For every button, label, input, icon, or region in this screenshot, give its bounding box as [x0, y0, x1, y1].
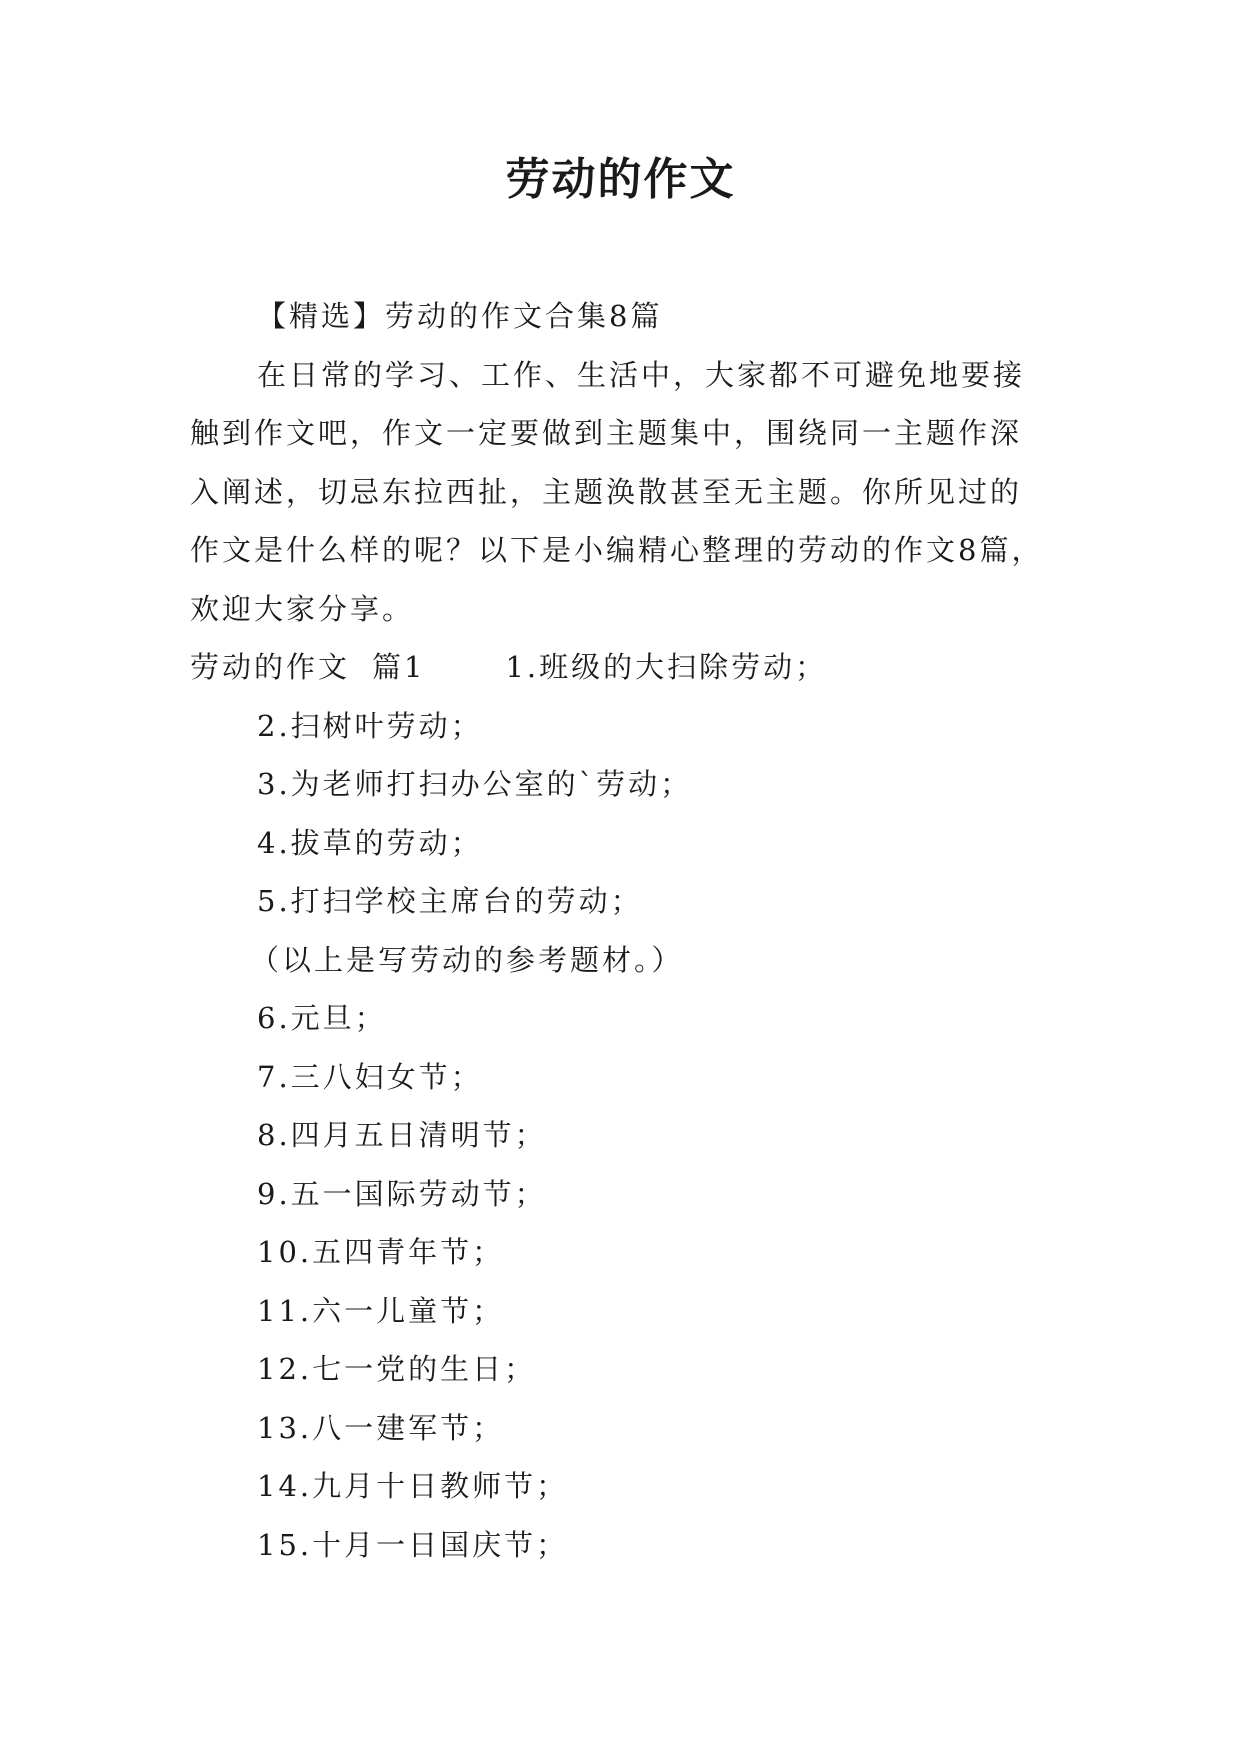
section-heading: 劳动的作文	[190, 650, 351, 684]
section-number: 篇1	[372, 650, 426, 684]
list-item: 6.元旦；	[257, 1001, 387, 1035]
list-item: 7.三八妇女节；	[257, 1059, 483, 1094]
section-heading-line	[190, 638, 1060, 697]
document-subtitle: 【精选】劳动的作文合集8篇	[257, 299, 663, 333]
list-note: （以上是写劳动的参考题材。）	[250, 942, 684, 977]
list-item: 2.扫树叶劳动；	[257, 708, 483, 743]
list-item: 5.打扫学校主席台的劳动；	[257, 884, 643, 918]
list-item: 11.六一儿童节；	[257, 1293, 505, 1328]
list-item: 12.七一党的生日；	[257, 1352, 537, 1386]
document-body	[190, 287, 1060, 1574]
intro-line: 触到作文吧，作文一定要做到主题集中，围绕同一主题作深	[190, 416, 1023, 450]
list-item: 1.班级的大扫除劳动；	[505, 650, 828, 684]
intro-line: 在日常的学习、工作、生活中，大家都不可避免地要接	[257, 357, 1026, 392]
list-item: 9.五一国际劳动节；	[257, 1176, 547, 1211]
intro-line: 作文是什么样的呢？以下是小编精心整理的劳动的作文8篇，	[190, 533, 1044, 567]
list-item: 8.四月五日清明节；	[257, 1118, 547, 1152]
list-item: 4.拔草的劳动；	[257, 825, 483, 860]
list-item: 15.十月一日国庆节；	[257, 1527, 569, 1562]
document-title: 劳动的作文	[505, 154, 736, 205]
intro-line: 欢迎大家分享。	[190, 591, 415, 626]
list-item: 14.九月十日教师节；	[257, 1469, 569, 1503]
list-item: 13.八一建军节；	[257, 1410, 505, 1445]
intro-line: 入阐述，切忌东拉西扯，主题涣散甚至无主题。你所见过的	[190, 474, 1023, 509]
list-item: 3.为老师打扫办公室的`劳动；	[257, 767, 693, 801]
list-item: 10.五四青年节；	[257, 1235, 505, 1269]
